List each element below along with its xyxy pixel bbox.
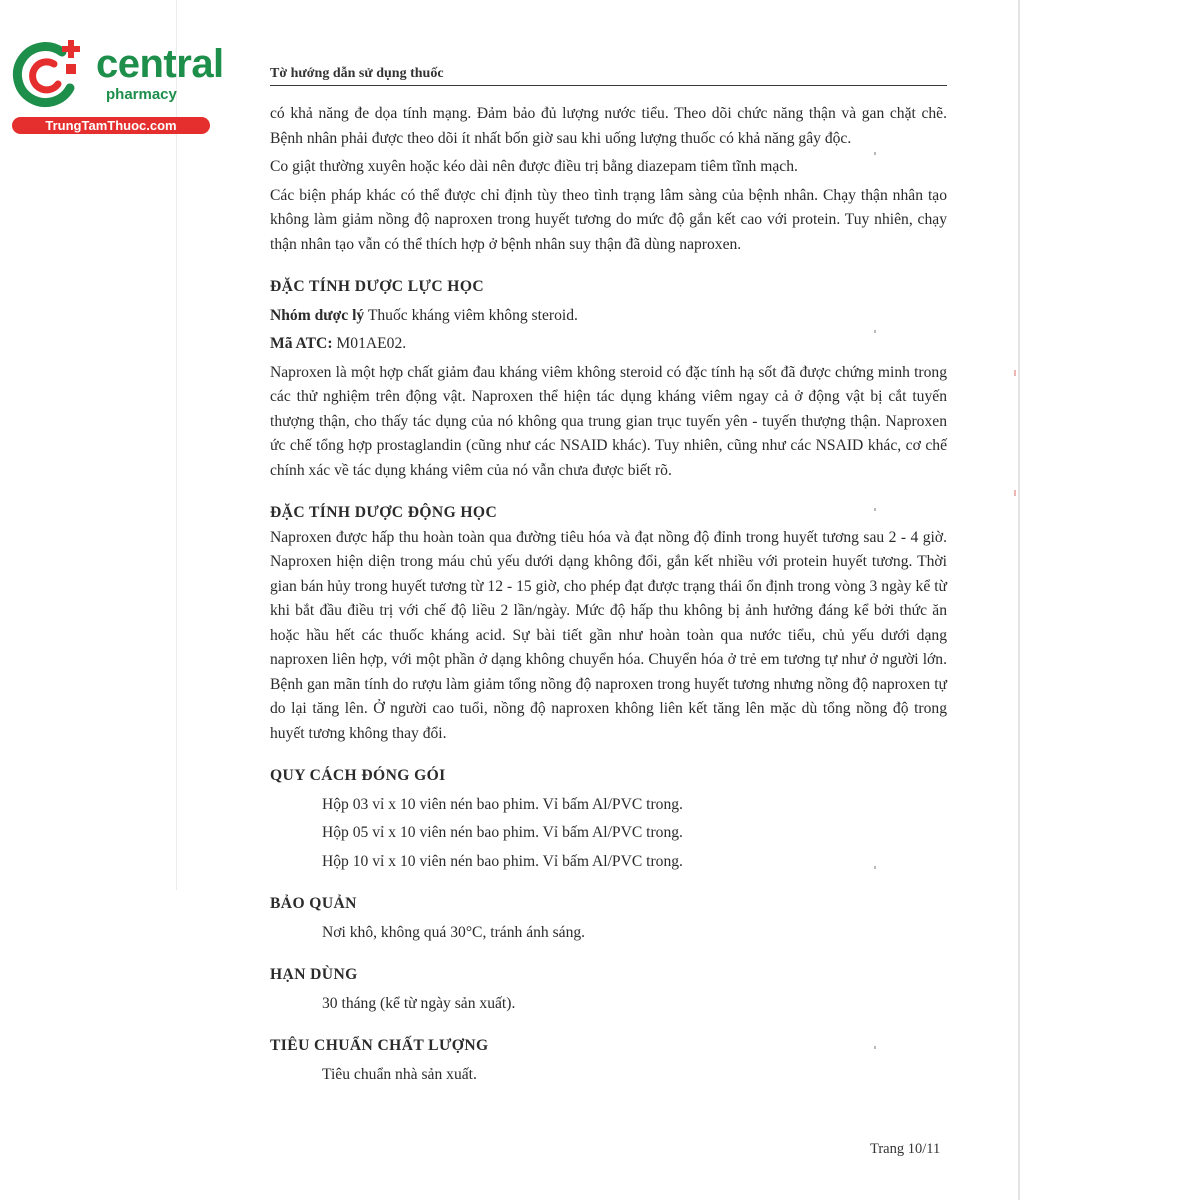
quality-standard-text: Tiêu chuẩn nhà sản xuất. bbox=[322, 1065, 477, 1083]
page-edge-right bbox=[1018, 0, 1020, 1200]
packaging-item: Hộp 05 vỉ x 10 viên nén bao phim. Vỉ bấm Al/PVC trong. bbox=[322, 824, 683, 841]
storage-heading: BẢO QUẢN bbox=[270, 895, 357, 912]
atc-code-label: Mã ATC: bbox=[270, 335, 333, 352]
pharmacy-cross-icon bbox=[10, 38, 90, 110]
quality-standard-heading: TIÊU CHUẨN CHẤT LƯỢNG bbox=[270, 1037, 489, 1054]
document-body bbox=[270, 102, 947, 1087]
scan-speck bbox=[874, 330, 876, 333]
scan-speck bbox=[1014, 370, 1016, 376]
shelf-life-heading: HẠN DÙNG bbox=[270, 966, 358, 983]
central-pharmacy-logo bbox=[10, 38, 224, 138]
logo-url-badge: TrungTamThuoc.com bbox=[12, 117, 210, 134]
pharmacologic-group-label: Nhóm dược lý bbox=[270, 306, 365, 324]
atc-code bbox=[270, 332, 947, 357]
packaging-item: Hộp 03 vỉ x 10 viên nén bao phim. Vỉ bấm Al/PVC trong. bbox=[322, 795, 683, 813]
logo-brand-name: central bbox=[96, 42, 224, 86]
scan-speck bbox=[874, 508, 876, 511]
pharmacokinetics-heading: ĐẶC TÍNH DƯỢC ĐỘNG HỌC bbox=[270, 504, 498, 521]
scan-speck bbox=[874, 152, 876, 155]
packaging-item: Hộp 10 vỉ x 10 viên nén bao phim. Vỉ bấm Al/PVC trong. bbox=[322, 852, 683, 870]
pharmacologic-group bbox=[270, 304, 947, 329]
overdose-paragraph-1: có khả năng đe dọa tính mạng. Đảm bảo đủ lượng nước tiểu. Theo dõi chức năng thận và gan chặt chẽ. Bệnh nhân phải được theo dõi ít nhất bốn giờ sau khi uống lượng thuốc có khả năng gây độc. bbox=[270, 105, 947, 147]
pharmacodynamics-text: Naproxen là một hợp chất giảm đau kháng viêm không steroid có đặc tính hạ sốt đã được chứng minh trong các thử nghiệm trên động vật. Naproxen thể hiện tác dụng kháng viêm ngay cả ở động vật bị cắt tuyến thượng thận, cho thấy tác dụng của nó không qua trung gian trục tuyến yên - tuyến thượng thận. Naproxen ức chế tổng hợp prostaglandin (cũng như các NSAID khác). Tuy nhiên, cũng như các NSAID khác, cơ chế chính xác về tác dụng kháng viêm của nó vẫn chưa được biết rõ. bbox=[270, 363, 947, 479]
pharmacologic-group-value: Thuốc kháng viêm không steroid. bbox=[364, 306, 578, 324]
storage-text: Nơi khô, không quá 30°C, tránh ánh sáng. bbox=[322, 923, 586, 941]
overdose-paragraph-3: Các biện pháp khác có thể được chỉ định tùy theo tình trạng lâm sàng của bệnh nhân. Chạy thận nhân tạo không làm giảm nồng độ naproxen trong huyết tương do mức độ gắn kết cao với protein. Tuy nhiên, chạy thận nhân tạo vẫn có thể thích hợp ở bệnh nhân suy thận đã dùng naproxen. bbox=[270, 186, 947, 253]
overdose-paragraph-2: Co giật thường xuyên hoặc kéo dài nên được điều trị bằng diazepam tiêm tĩnh mạch. bbox=[270, 158, 798, 175]
pharmacodynamics-heading: ĐẶC TÍNH DƯỢC LỰC HỌC bbox=[270, 278, 485, 295]
pharmacokinetics-text: Naproxen được hấp thu hoàn toàn qua đường tiêu hóa và đạt nồng độ đỉnh trong huyết tương sau 2 - 4 giờ. Naproxen hiện diện trong máu chủ yếu dưới dạng không đổi, gắn kết nhiều với protein huyết tương. Thời gian bán hủy trong huyết tương từ 12 - 15 giờ, cho phép đạt được trạng thái ổn định trong vòng 3 ngày kể từ khi bắt đầu điều trị với chế độ liều 2 lần/ngày. Mức độ hấp thu không bị ảnh hưởng đáng kể bởi thức ăn hoặc hầu hết các thuốc kháng acid. Sự bài tiết gần như hoàn toàn qua nước tiểu, chủ yếu dưới dạng naproxen liên hợp, với một phần ở dạng không chuyển hóa. Chuyển hóa ở trẻ em tương tự như ở người lớn. Bệnh gan mãn tính do rượu làm giảm tổng nồng độ naproxen trong huyết tương nhưng nồng độ naproxen tự do lại tăng lên. Ở người cao tuổi, nồng độ naproxen không liên kết tăng lên mặc dù tổng nồng độ trong huyết tương không thay đổi. bbox=[270, 528, 947, 742]
packaging-heading: QUY CÁCH ĐÓNG GÓI bbox=[270, 767, 446, 784]
scan-speck bbox=[874, 866, 876, 869]
scan-speck bbox=[874, 1046, 876, 1049]
page-header: Tờ hướng dẫn sử dụng thuốc bbox=[270, 66, 947, 86]
scan-speck bbox=[1014, 490, 1016, 496]
atc-code-value: M01AE02. bbox=[332, 335, 407, 352]
logo-subtitle: pharmacy bbox=[106, 86, 177, 103]
shelf-life-text: 30 tháng (kể từ ngày sản xuất). bbox=[322, 994, 516, 1012]
page-number: Trang 10/11 bbox=[870, 1141, 941, 1157]
